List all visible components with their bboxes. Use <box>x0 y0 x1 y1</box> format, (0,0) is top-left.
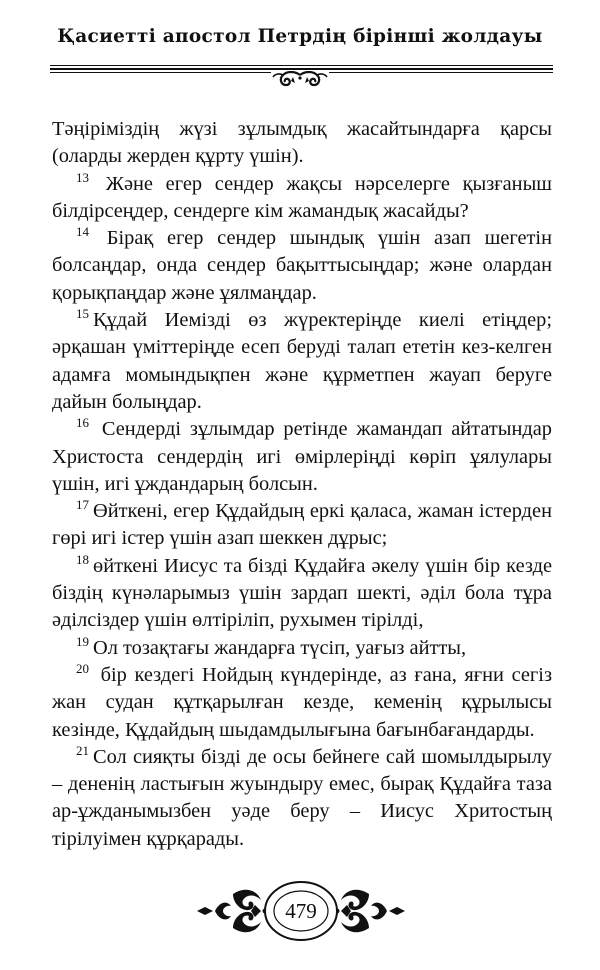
verse <box>52 744 552 853</box>
verse-text: Ол тозақтағы жандарға түсіп, уағыз айтты, <box>93 636 467 659</box>
verse-number: 17 <box>76 497 89 513</box>
verse <box>52 662 552 744</box>
verse-number: 15 <box>76 306 89 322</box>
verse-text: Құдай Иемізді өз жүректеріңде киелі етіңдер; әрқашан үміттеріңде есеп беруді талап ететін кез-келген адамға момындықпен және құрметпен жауап беруге дайын болыңдар. <box>52 309 552 413</box>
verse-number: 19 <box>76 633 89 649</box>
verse <box>52 225 552 307</box>
verse <box>52 498 552 553</box>
verse-text: Сол сияқты бізді де осы бейнеге сай шомылдырылу – дененің ластығын жуындыру емес, бырақ Құдайға таза ар-ұжданымызбен уәде беру – Иисус Хритостың тірілуімен құрқарады. <box>52 745 552 850</box>
verse-number: 14 <box>76 224 89 240</box>
scripture-text <box>52 116 552 853</box>
verse-number: 18 <box>76 551 89 567</box>
verse-number: 13 <box>76 169 89 185</box>
verse-text: Сендерді зұлымдар ретінде жамандап айтатындар Христоста сендердің игі өмірлеріңді көріп ұялулары үшін, игі ұждандарың болсын. <box>52 418 552 495</box>
verse <box>52 635 552 662</box>
rule-line <box>50 68 553 70</box>
verse-continuation: Тәңіріміздің жүзі зұлымдық жасайтындарға қарсы (оларды жерден құрту үшін). <box>52 118 552 168</box>
rule-line <box>50 65 553 66</box>
verse-text: бір кездегі Нойдың күндерінде, аз ғана, яғни сегіз жан судан құтқарылған кезде, кеменің құрылысы кезінде, Құдайдың шыдамдылығына бағынбағандарды. <box>52 663 552 741</box>
verse-text: Және егер сендер жақсы нәрселерге қызғаныш білдірсеңдер, сендерге кім жамандық жасайды? <box>52 172 552 222</box>
running-title: Қасиетті апостол Петрдің бірінші жолдауы <box>57 26 543 47</box>
verse <box>52 553 552 635</box>
verse <box>52 171 552 226</box>
folio-cartouche-icon <box>195 872 407 950</box>
verse-number: 20 <box>76 661 89 677</box>
scroll-flourish-icon <box>271 71 329 89</box>
verse-text: Өйткені, егер Құдайдың еркі қаласа, жаман істерден гөрі игі істер үшін азап шеккен дұрыс; <box>52 500 552 550</box>
page-number: 479 <box>285 899 317 923</box>
verse-text: өйткені Иисус та бізді Құдайға әкелу үшін бір кезде біздің күнәларымыз үшін зардап шекті, әділ бола тұра әділсіздер үшін өлтіріліп, рухымен тірілді, <box>52 554 552 632</box>
verse-number: 21 <box>76 743 89 759</box>
verse <box>52 307 552 416</box>
verse <box>52 416 552 498</box>
verse-text: Бірақ егер сендер шындық үшін азап шегетін болсаңдар, онда сендер бақыттысыңдар; және олардан қорықпаңдар және ұялмаңдар. <box>52 227 552 304</box>
verse-number: 16 <box>76 415 89 431</box>
